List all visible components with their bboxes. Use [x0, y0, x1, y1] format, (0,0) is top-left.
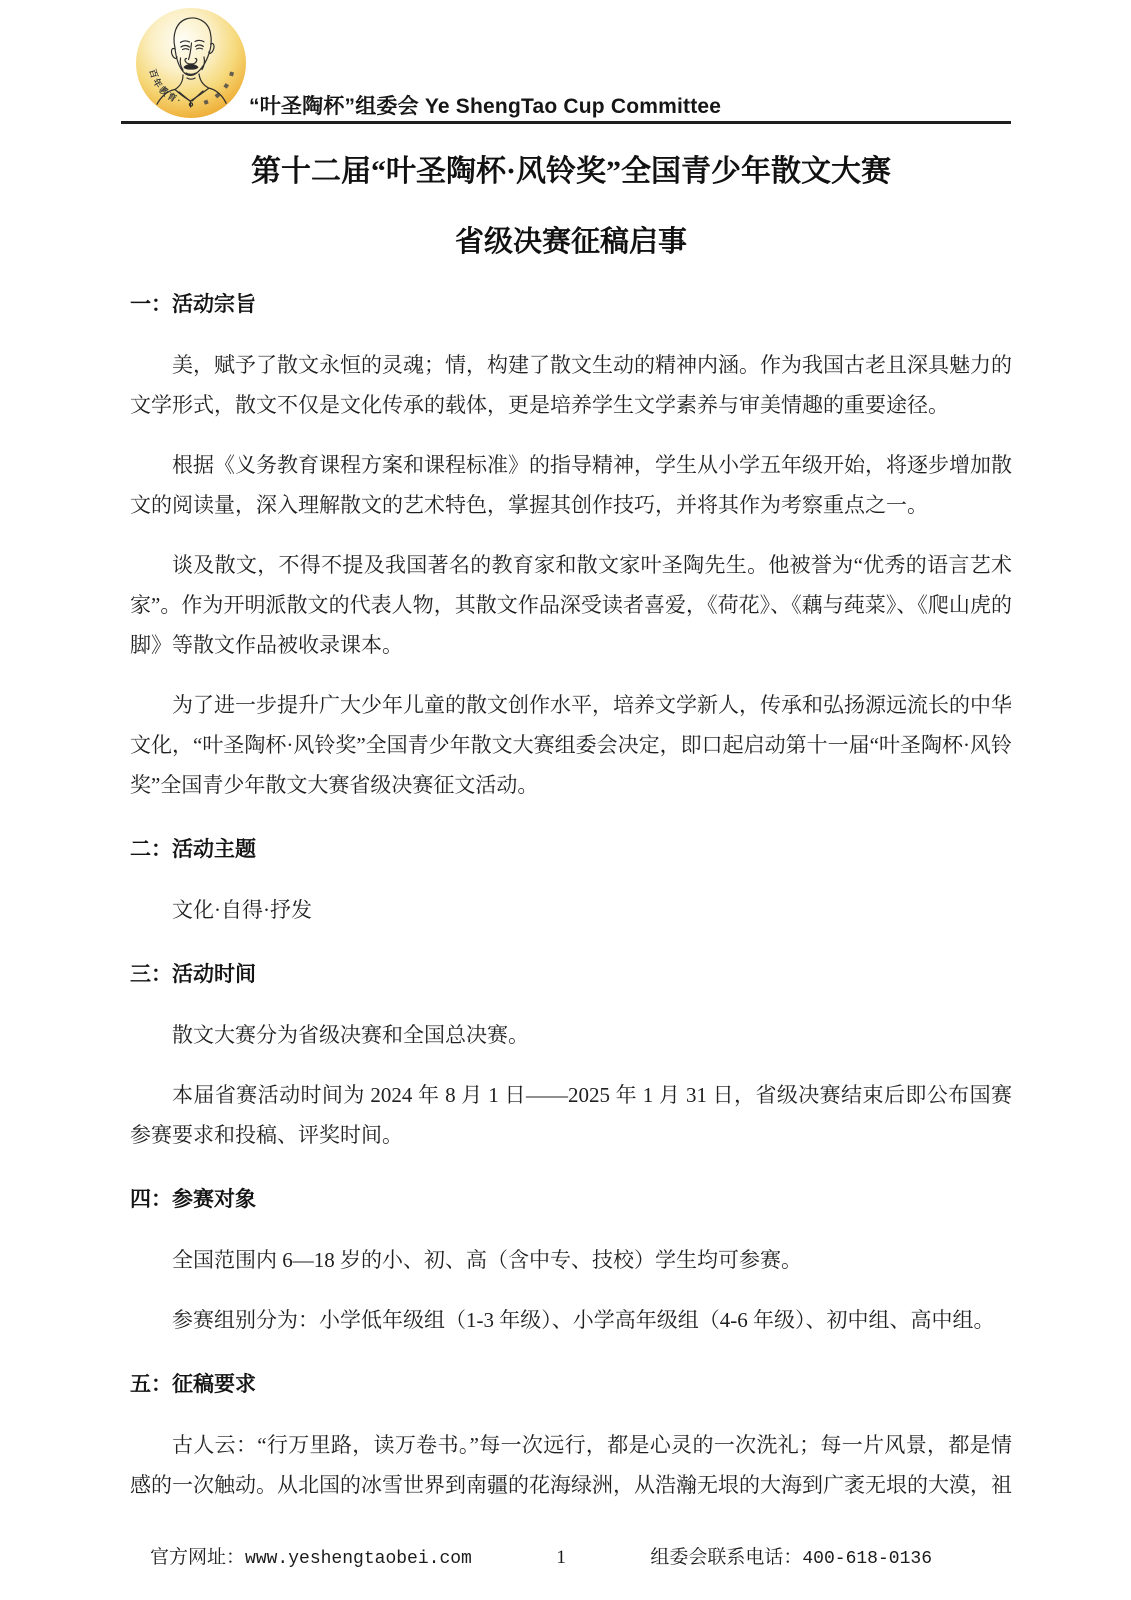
paragraph: 散文大赛分为省级决赛和全国总决赛。 [172, 1023, 529, 1047]
footer-page-number: 1 [556, 1547, 566, 1568]
footer-website-url: www.yeshengtaobei.com [245, 1549, 472, 1569]
section-heading-1: 一：活动宗旨 [130, 293, 256, 316]
footer-phone-number: 400-618-0136 [802, 1549, 932, 1569]
paragraph: 为了进一步提升广大少年儿童的散文创作水平，培养文学新人，传承和弘扬源远流长的中华文化，“叶圣陶杯·风铃奖”全国青少年散文大赛组委会决定，即口起启动第十一届“叶圣陶杯·风铃奖”全国青少年散文大赛省级决赛征文活动。 [130, 693, 1012, 797]
paragraph: 美，赋予了散文永恒的灵魂；情，构建了散文生动的精神内涵。作为我国古老且深具魅力的文学形式，散文不仅是文化传承的载体，更是培养学生文学素养与审美情趣的重要途径。 [130, 353, 1012, 417]
paragraph: 古人云：“行万里路，读万卷书。”每一次远行，都是心灵的一次洗礼；每一片风景，都是情感的一次触动。从北国的冰雪世界到南疆的花海绿洲，从浩瀚无垠的大海到广袤无垠的大漠，祖 [130, 1433, 1012, 1497]
paragraph: 谈及散文，不得不提及我国著名的教育家和散文家叶圣陶先生。他被誉为“优秀的语言艺术家”。作为开明派散文的代表人物，其散文作品深受读者喜爱，《荷花》、《藕与莼菜》、《爬山虎的脚》等散文作品被收录课本。 [130, 553, 1012, 657]
committee-name [249, 90, 721, 120]
paragraph: 参赛组别分为：小学低年级组（1-3 年级）、小学高年级组（4-6 年级）、初中组、高中组。 [172, 1308, 995, 1332]
footer-phone-label: 组委会联系电话： [650, 1547, 803, 1568]
paragraph: 本届省赛活动时间为 2024 年 8 月 1 日——2025 年 1 月 31 日，省级决赛结束后即公布国赛参赛要求和投稿、评奖时间。 [130, 1083, 1012, 1147]
paragraph: 根据《义务教育课程方案和课程标准》的指导精神，学生从小学五年级开始，将逐步增加散文的阅读量，深入理解散文的艺术特色，掌握其创作技巧，并将其作为考察重点之一。 [130, 453, 1012, 517]
footer-phone [650, 1542, 932, 1569]
section-heading-4: 四：参赛对象 [130, 1188, 256, 1211]
header-divider [121, 121, 1011, 124]
section-heading-2: 二：活动主题 [130, 838, 256, 861]
footer-website [150, 1542, 472, 1569]
committee-name-en: Ye ShengTao Cup Committee [424, 95, 722, 118]
document-body [130, 128, 1012, 1505]
committee-name-cn: “叶圣陶杯”组委会 [249, 95, 425, 118]
section-heading-3: 三：活动时间 [130, 963, 256, 986]
page-footer [150, 1542, 932, 1569]
paragraph: 全国范围内 6—18 岁的小、初、高（含中专、技校）学生均可参赛。 [172, 1248, 802, 1272]
document-subtitle: 省级决赛征稿启事 [454, 226, 687, 258]
document-title: 第十二届“叶圣陶杯·风铃奖”全国青少年散文大赛 [250, 155, 891, 188]
theme-line: 文化·自得·抒发 [172, 898, 312, 922]
section-heading-5: 五：征稿要求 [130, 1373, 256, 1396]
ye-shengtao-portrait-logo [134, 6, 248, 120]
logo-arc-text: 百年教育· [147, 67, 184, 107]
footer-website-label: 官方网址： [150, 1547, 246, 1568]
